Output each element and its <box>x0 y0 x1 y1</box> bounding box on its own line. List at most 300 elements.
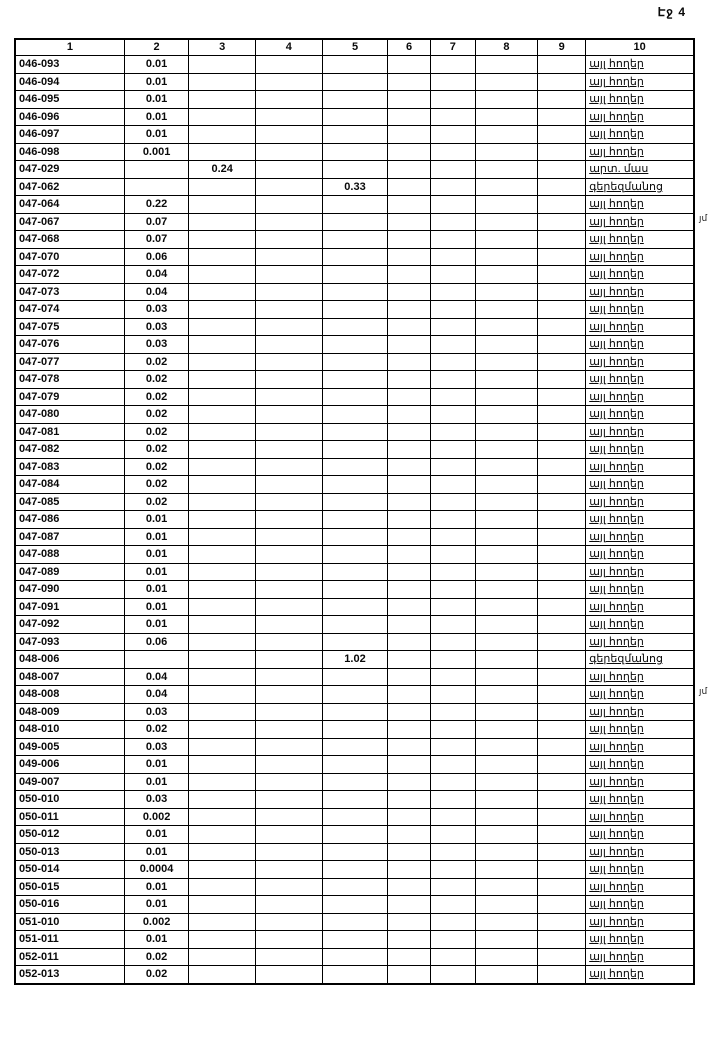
table-cell: 0.002 <box>124 808 189 826</box>
land-use-label: այլ հողեր <box>589 950 644 963</box>
table-cell <box>586 56 694 74</box>
table-row <box>15 248 694 266</box>
table-cell: 0.03 <box>124 738 189 756</box>
table-cell <box>388 178 431 196</box>
table-cell <box>189 721 256 739</box>
table-cell <box>388 231 431 249</box>
table-cell: 0.01 <box>124 511 189 529</box>
table-row <box>15 108 694 126</box>
table-cell <box>586 756 694 774</box>
land-use-label: այլ հողեր <box>589 548 644 560</box>
table-cell <box>388 161 431 179</box>
table-cell <box>586 318 694 336</box>
table-cell: 0.02 <box>124 966 189 984</box>
table-cell <box>475 791 537 809</box>
table-cell <box>586 231 694 249</box>
table-cell <box>586 878 694 896</box>
table-cell <box>475 878 537 896</box>
table-row <box>15 336 694 354</box>
table-cell <box>475 528 537 546</box>
land-use-label: այլ հողեր <box>589 793 644 805</box>
table-cell: 0.03 <box>124 318 189 336</box>
table-row <box>15 178 694 196</box>
table-cell <box>322 353 388 371</box>
table-cell <box>538 808 586 826</box>
table-cell <box>538 581 586 599</box>
table-cell <box>388 458 431 476</box>
table-cell <box>322 318 388 336</box>
table-cell: 0.33 <box>322 178 388 196</box>
table-cell: 0.02 <box>124 371 189 389</box>
table-cell <box>538 388 586 406</box>
table-cell <box>256 826 323 844</box>
table-cell <box>256 423 323 441</box>
table-cell <box>586 598 694 616</box>
table-cell <box>322 108 388 126</box>
table-cell <box>430 948 475 966</box>
column-header: 1 <box>15 39 124 56</box>
table-cell <box>538 318 586 336</box>
table-cell <box>189 843 256 861</box>
land-use-label: այլ հողեր <box>589 58 644 70</box>
table-cell <box>189 651 256 669</box>
table-cell <box>189 808 256 826</box>
table-cell <box>256 511 323 529</box>
table-cell <box>189 598 256 616</box>
table-cell: 0.01 <box>124 598 189 616</box>
table-cell <box>189 196 256 214</box>
table-cell: 0.03 <box>124 336 189 354</box>
table-cell <box>189 388 256 406</box>
table-cell <box>322 528 388 546</box>
table-cell <box>388 528 431 546</box>
table-cell <box>189 511 256 529</box>
land-use-label: այլ հողեր <box>589 933 644 945</box>
table-cell <box>475 196 537 214</box>
table-cell: 0.06 <box>124 248 189 266</box>
table-cell <box>475 318 537 336</box>
table-cell <box>430 108 475 126</box>
table-cell <box>322 861 388 879</box>
table-cell <box>189 756 256 774</box>
table-cell: 047-073 <box>15 283 124 301</box>
table-cell <box>538 266 586 284</box>
table-cell <box>538 108 586 126</box>
table-cell: 048-009 <box>15 703 124 721</box>
handwritten-margin-note: յմ <box>699 687 708 697</box>
table-cell <box>256 808 323 826</box>
table-cell <box>586 966 694 984</box>
table-row <box>15 266 694 284</box>
table-cell: 0.002 <box>124 913 189 931</box>
table-cell <box>388 283 431 301</box>
table-cell: 0.02 <box>124 476 189 494</box>
table-cell <box>322 546 388 564</box>
land-use-label: այլ հողեր <box>589 775 644 788</box>
table-cell <box>475 336 537 354</box>
table-cell <box>538 686 586 704</box>
table-cell <box>256 213 323 231</box>
table-row <box>15 966 694 984</box>
table-row <box>15 738 694 756</box>
table-cell <box>430 511 475 529</box>
table-cell <box>430 616 475 634</box>
table-cell <box>322 878 388 896</box>
table-cell <box>256 91 323 109</box>
table-cell: 0.01 <box>124 616 189 634</box>
land-parcel-table <box>14 38 695 985</box>
table-cell: 047-092 <box>15 616 124 634</box>
table-cell: 047-085 <box>15 493 124 511</box>
table-row <box>15 283 694 301</box>
table-cell <box>475 126 537 144</box>
table-cell <box>256 476 323 494</box>
table-row <box>15 301 694 319</box>
table-cell <box>256 161 323 179</box>
table-cell <box>586 948 694 966</box>
table-cell: 050-016 <box>15 896 124 914</box>
table-cell <box>586 808 694 826</box>
table-cell <box>430 353 475 371</box>
table-cell <box>256 248 323 266</box>
table-cell <box>256 56 323 74</box>
column-header: 3 <box>189 39 256 56</box>
table-cell: 0.01 <box>124 563 189 581</box>
table-row <box>15 91 694 109</box>
table-cell <box>586 493 694 511</box>
table-cell: 0.03 <box>124 301 189 319</box>
table-cell: 047-062 <box>15 178 124 196</box>
land-use-label: այլ հողեր <box>589 513 644 525</box>
table-cell: 047-067 <box>15 213 124 231</box>
table-cell <box>388 861 431 879</box>
table-cell <box>586 336 694 354</box>
table-row <box>15 546 694 564</box>
table-cell <box>256 931 323 949</box>
table-cell: 0.01 <box>124 826 189 844</box>
table-cell <box>475 581 537 599</box>
land-use-label: այլ հողեր <box>589 705 644 718</box>
table-row <box>15 598 694 616</box>
table-cell <box>388 371 431 389</box>
table-cell <box>538 948 586 966</box>
table-cell <box>586 143 694 161</box>
table-cell <box>586 266 694 284</box>
land-use-label: այլ հողեր <box>589 740 644 753</box>
table-cell <box>256 738 323 756</box>
table-row <box>15 458 694 476</box>
table-row <box>15 633 694 651</box>
table-cell <box>538 353 586 371</box>
table-cell <box>586 353 694 371</box>
table-cell <box>475 721 537 739</box>
land-use-label: այլ հողեր <box>589 268 644 280</box>
table-cell <box>475 826 537 844</box>
table-cell <box>322 213 388 231</box>
table-cell <box>538 756 586 774</box>
table-cell <box>322 56 388 74</box>
table-cell <box>256 231 323 249</box>
table-cell <box>322 406 388 424</box>
table-cell <box>388 896 431 914</box>
table-cell <box>475 668 537 686</box>
table-cell: 0.01 <box>124 756 189 774</box>
table-cell <box>538 196 586 214</box>
table-cell <box>256 546 323 564</box>
table-cell: 0.02 <box>124 493 189 511</box>
table-cell <box>538 56 586 74</box>
table-cell <box>586 826 694 844</box>
table-cell: 0.02 <box>124 948 189 966</box>
table-cell: 048-007 <box>15 668 124 686</box>
table-cell <box>189 248 256 266</box>
table-cell <box>430 528 475 546</box>
table-cell <box>189 931 256 949</box>
table-row <box>15 476 694 494</box>
table-cell <box>322 458 388 476</box>
table-cell <box>256 388 323 406</box>
table-cell: 047-093 <box>15 633 124 651</box>
table-cell <box>256 668 323 686</box>
table-cell: 0.01 <box>124 773 189 791</box>
table-cell <box>430 493 475 511</box>
table-cell <box>430 861 475 879</box>
table-cell <box>388 808 431 826</box>
land-use-label: այլ հողեր <box>589 600 644 613</box>
table-cell: 0.03 <box>124 703 189 721</box>
table-cell <box>475 896 537 914</box>
table-cell <box>189 301 256 319</box>
table-cell <box>538 511 586 529</box>
table-cell <box>388 616 431 634</box>
table-cell: 047-080 <box>15 406 124 424</box>
table-cell <box>586 196 694 214</box>
table-cell <box>475 476 537 494</box>
table-cell <box>189 703 256 721</box>
table-row <box>15 231 694 249</box>
table-cell: 0.04 <box>124 686 189 704</box>
table-cell <box>256 73 323 91</box>
table-row <box>15 616 694 634</box>
table-cell <box>538 668 586 686</box>
table-cell <box>322 703 388 721</box>
table-cell <box>475 266 537 284</box>
table-cell <box>475 808 537 826</box>
table-cell <box>586 73 694 91</box>
table-cell <box>538 231 586 249</box>
land-use-label: այլ հողեր <box>589 898 644 910</box>
table-cell <box>586 581 694 599</box>
land-use-label: այլ հողեր <box>589 250 644 263</box>
land-use-label: այլ հողեր <box>589 373 644 385</box>
land-use-label: այլ հողեր <box>589 863 644 875</box>
table-cell: 0.04 <box>124 283 189 301</box>
table-cell <box>538 528 586 546</box>
table-cell <box>430 441 475 459</box>
table-cell <box>256 913 323 931</box>
table-cell <box>189 441 256 459</box>
land-use-label: այլ հողեր <box>589 128 644 140</box>
table-cell: 0.01 <box>124 528 189 546</box>
table-cell <box>322 808 388 826</box>
table-cell: 048-008 <box>15 686 124 704</box>
table-cell <box>322 633 388 651</box>
table-cell <box>189 126 256 144</box>
table-cell <box>256 458 323 476</box>
table-cell <box>256 196 323 214</box>
column-header: 6 <box>388 39 431 56</box>
table-cell <box>586 301 694 319</box>
table-cell: 0.01 <box>124 91 189 109</box>
table-cell: 047-076 <box>15 336 124 354</box>
column-header: 4 <box>256 39 323 56</box>
table-cell <box>430 178 475 196</box>
table-cell <box>189 178 256 196</box>
table-cell <box>189 476 256 494</box>
table-row <box>15 73 694 91</box>
table-cell <box>256 616 323 634</box>
table-cell: 046-096 <box>15 108 124 126</box>
table-cell <box>189 143 256 161</box>
table-cell: 047-064 <box>15 196 124 214</box>
table-row <box>15 581 694 599</box>
table-cell <box>189 966 256 984</box>
table-cell <box>430 563 475 581</box>
table-row <box>15 511 694 529</box>
table-cell <box>388 318 431 336</box>
table-cell: 0.01 <box>124 581 189 599</box>
table-cell <box>430 581 475 599</box>
table-cell: 047-068 <box>15 231 124 249</box>
table-cell <box>586 633 694 651</box>
table-cell <box>388 913 431 931</box>
land-use-label: այլ հողեր <box>589 110 644 123</box>
table-cell: 047-089 <box>15 563 124 581</box>
table-cell: 0.02 <box>124 388 189 406</box>
land-use-label: այլ հողեր <box>589 635 644 648</box>
table-cell <box>586 388 694 406</box>
table-cell <box>538 878 586 896</box>
table-cell <box>538 143 586 161</box>
table-cell: 0.01 <box>124 73 189 91</box>
land-use-label: այլ հողեր <box>589 670 644 683</box>
table-cell: 047-079 <box>15 388 124 406</box>
table-cell <box>322 388 388 406</box>
table-cell <box>586 861 694 879</box>
table-cell <box>322 476 388 494</box>
table-cell <box>388 581 431 599</box>
table-cell <box>189 371 256 389</box>
table-row <box>15 126 694 144</box>
table-cell <box>322 371 388 389</box>
table-body <box>15 56 694 984</box>
table-cell <box>430 318 475 336</box>
table-cell <box>388 966 431 984</box>
table-cell: 0.03 <box>124 791 189 809</box>
table-cell <box>475 931 537 949</box>
table-cell <box>430 301 475 319</box>
table-cell: 047-072 <box>15 266 124 284</box>
table-cell <box>586 668 694 686</box>
table-cell <box>538 371 586 389</box>
table-cell <box>475 756 537 774</box>
table-cell <box>388 686 431 704</box>
table-cell <box>388 301 431 319</box>
table-cell <box>189 56 256 74</box>
table-row <box>15 703 694 721</box>
table-cell <box>256 493 323 511</box>
table-cell <box>586 563 694 581</box>
table-cell: 049-007 <box>15 773 124 791</box>
table-cell <box>586 791 694 809</box>
page-number-label: Էջ 4 <box>657 5 686 19</box>
table-cell <box>322 336 388 354</box>
table-cell <box>586 371 694 389</box>
table-cell <box>189 423 256 441</box>
table-cell <box>430 738 475 756</box>
land-use-label: այլ հողեր <box>589 583 644 595</box>
table-cell <box>586 441 694 459</box>
land-use-label: այլ հողեր <box>589 810 644 823</box>
table-cell <box>586 738 694 756</box>
table-cell: 0.01 <box>124 108 189 126</box>
table-cell <box>388 598 431 616</box>
table-row <box>15 668 694 686</box>
table-cell <box>189 91 256 109</box>
table-cell <box>322 931 388 949</box>
table-row <box>15 143 694 161</box>
table-cell <box>538 91 586 109</box>
land-use-label: այլ հողեր <box>589 478 644 490</box>
table-cell <box>322 738 388 756</box>
table-cell <box>189 791 256 809</box>
land-use-label: այլ հողեր <box>589 880 644 893</box>
table-cell <box>388 703 431 721</box>
table-cell <box>475 143 537 161</box>
table-cell <box>388 353 431 371</box>
table-cell <box>430 791 475 809</box>
table-cell <box>586 703 694 721</box>
table-cell: 0.02 <box>124 458 189 476</box>
table-cell <box>538 966 586 984</box>
table-cell <box>189 546 256 564</box>
table-cell <box>586 931 694 949</box>
table-cell <box>538 773 586 791</box>
table-cell <box>388 843 431 861</box>
table-row <box>15 388 694 406</box>
table-cell <box>586 213 694 231</box>
table-cell <box>322 441 388 459</box>
table-cell <box>322 948 388 966</box>
land-use-label: այլ հողեր <box>589 93 644 105</box>
table-cell: 0.02 <box>124 721 189 739</box>
table-cell <box>189 231 256 249</box>
table-cell: 047-087 <box>15 528 124 546</box>
table-row <box>15 528 694 546</box>
table-cell: 047-083 <box>15 458 124 476</box>
table-cell <box>189 336 256 354</box>
table-cell <box>256 178 323 196</box>
table-cell: 0.04 <box>124 266 189 284</box>
table-cell <box>256 318 323 336</box>
table-cell <box>322 511 388 529</box>
table-cell <box>475 686 537 704</box>
table-cell <box>538 826 586 844</box>
table-cell <box>475 248 537 266</box>
table-cell <box>586 616 694 634</box>
table-cell <box>388 441 431 459</box>
land-use-label: այլ հողեր <box>589 443 644 455</box>
